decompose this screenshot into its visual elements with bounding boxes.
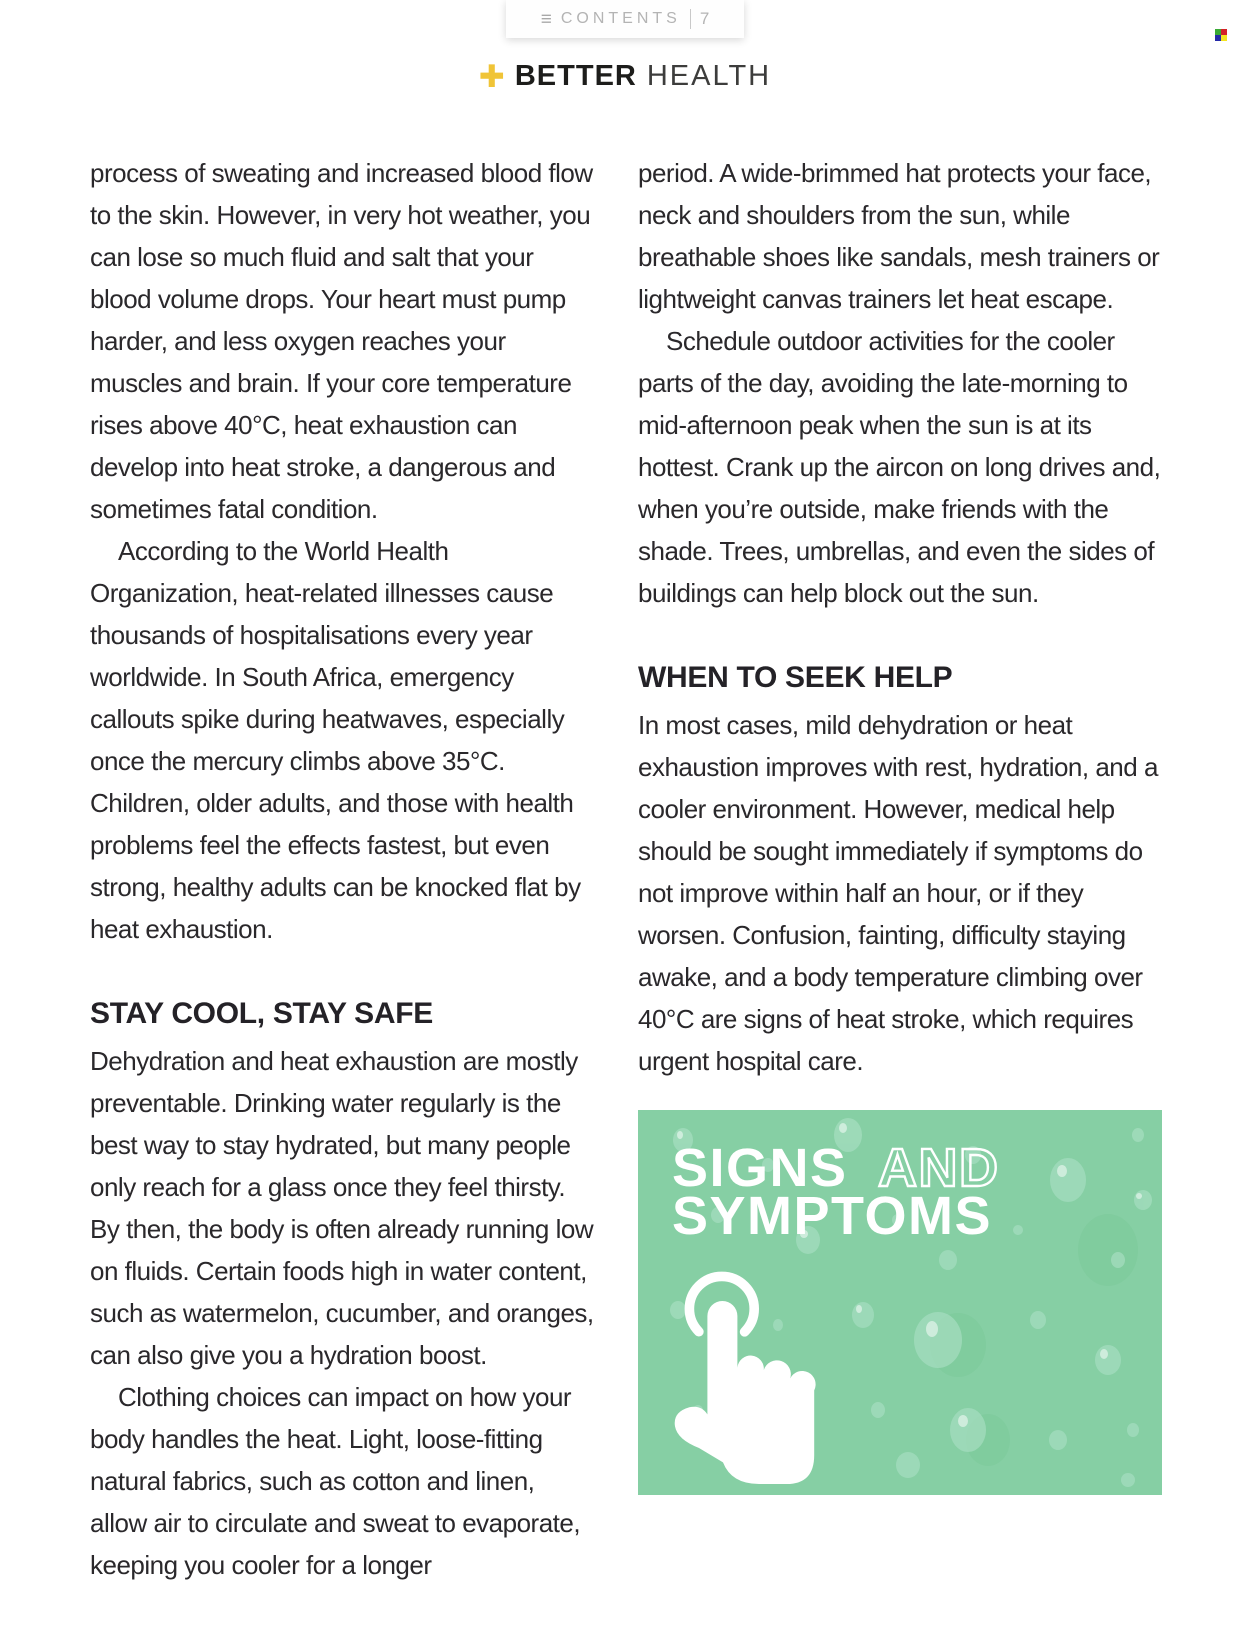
card-title-line2: SYMPTOMS xyxy=(672,1186,993,1246)
left-column xyxy=(90,152,596,1586)
paragraph: Dehydration and heat exhaustion are mostly preventable. Drinking water regularly is the best way to stay hydrated, but many people only reach for a glass once they feel thirsty. By then, the body is often already running low on fluids. Certain foods high in water content, such as watermelon, cucumber, and oranges, can also give you a hydration boost. xyxy=(90,1046,594,1370)
section-heading-seek-help: WHEN TO SEEK HELP xyxy=(638,661,953,694)
card-title-solid: SIGNS xyxy=(672,1138,848,1198)
paragraph: Schedule outdoor activities for the cooler parts of the day, avoiding the late-morning to mid-afternoon peak when the sun is at its hottest. Crank up the aircon on long drives and, when you’re outside, make friends with the shade. Trees, umbrellas, and even the sides of buildings can help block out the sun. xyxy=(638,326,1161,608)
divider xyxy=(690,9,691,29)
swatch-yellow xyxy=(1221,35,1227,41)
paragraph: Clothing choices can impact on how your body handles the heat. Light, loose-fitting natural fabrics, such as cotton and linen, allow air to circulate and sweat to evaporate, keeping you cooler for a longer xyxy=(90,1382,581,1580)
right-column xyxy=(638,152,1162,1495)
signs-and-symptoms-card[interactable] xyxy=(638,1110,1162,1495)
brand-name-bold: BETTER xyxy=(514,60,637,92)
brand-logo xyxy=(0,60,1250,93)
section-heading-stay-cool: STAY COOL, STAY SAFE xyxy=(90,997,433,1030)
paragraph: process of sweating and increased blood flow to the skin. However, in very hot weather, you can lose so much fluid and salt that your blood volume drops. Your heart must pump harder, and less oxygen reaches your muscles and brain. If your core temperature rises above 40°C, heat exhaustion can develop into heat stroke, a dangerous and sometimes fatal condition. xyxy=(90,158,593,524)
paragraph: In most cases, mild dehydration or heat exhaustion improves with rest, hydration, and a cooler environment. However, medical help should be sought immediately if symptoms do not improve within half an hour, or if they worsen. Confusion, fainting, difficulty staying awake, and a body temperature climbing over 40°C are signs of heat stroke, which requires urgent hospital care. xyxy=(638,710,1158,1076)
card-title-outline: AND xyxy=(878,1138,1000,1198)
page-number: 7 xyxy=(699,9,710,28)
plus-icon: ✚ xyxy=(478,59,505,94)
contents-tab[interactable] xyxy=(506,0,744,38)
article-body xyxy=(90,152,1162,1586)
color-swatch-icon xyxy=(1215,29,1227,41)
brand-name-light: HEALTH xyxy=(646,60,772,92)
paragraph: According to the World Health Organization, heat-related illnesses cause thousands of hospitalisations every year worldwide. In South Africa, emergency callouts spike during heatwaves, especially once the mercury climbs above 35°C. Children, older adults, and those with health problems feel the effects fastest, but even strong, healthy adults can be knocked flat by heat exhaustion. xyxy=(90,536,581,944)
menu-icon: ≡ xyxy=(540,8,552,30)
contents-label: CONTENTS xyxy=(560,10,681,27)
paragraph: period. A wide-brimmed hat protects your face, neck and shoulders from the sun, while breathable shoes like sandals, mesh trainers or lightweight canvas trainers let heat escape. xyxy=(638,158,1160,314)
water-droplets-background xyxy=(638,1110,1162,1495)
